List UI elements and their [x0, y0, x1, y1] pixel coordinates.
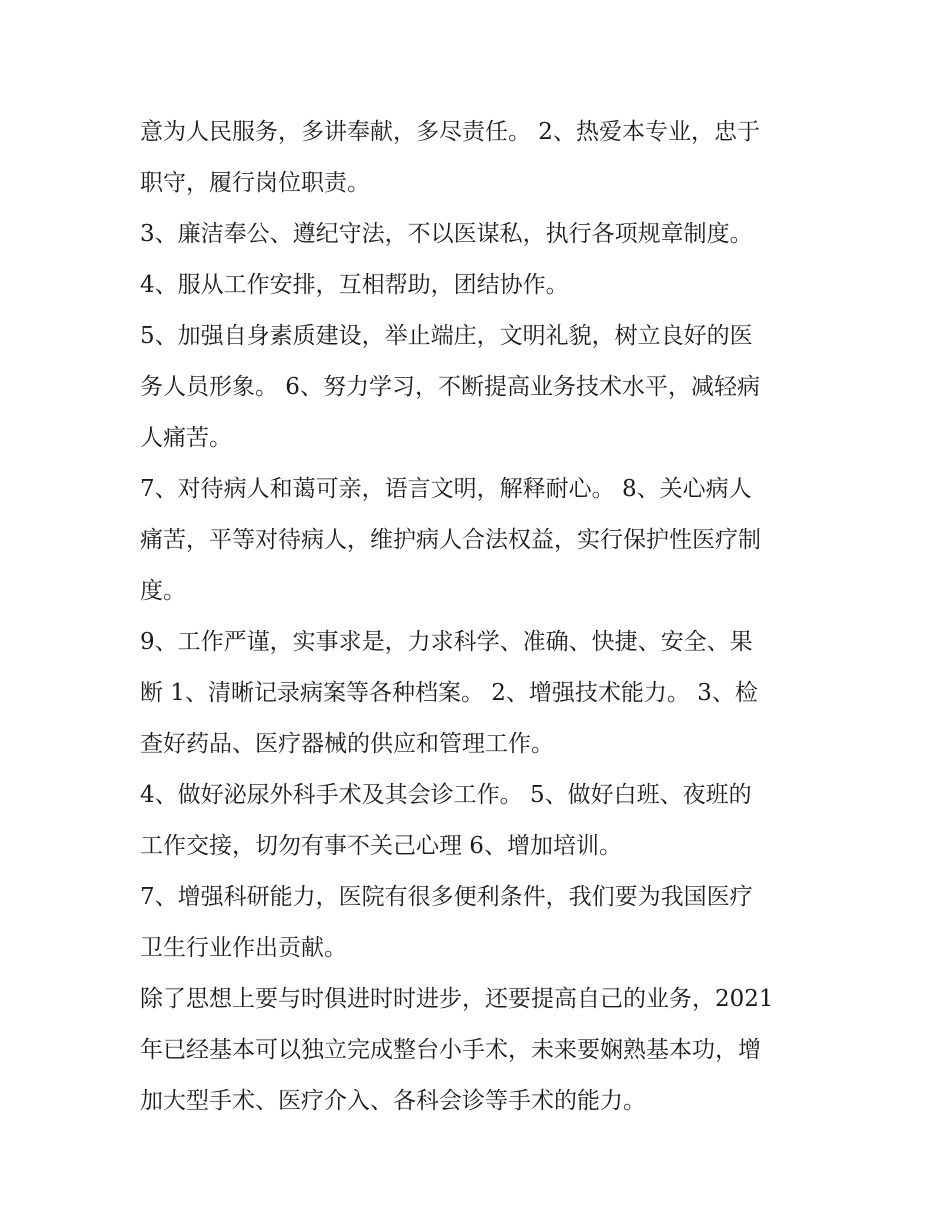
- text-line: 7、增强科研能力，医院有很多便利条件，我们要为我国医疗: [140, 884, 753, 910]
- text-line: 断 1、清晰记录病案等各种档案。 2、增强技术能力。 3、检: [140, 680, 758, 706]
- text-line: 职守，履行岗位职责。: [140, 170, 370, 196]
- text-line: 除了思想上要与时俱进时时进步，还要提高自己的业务，2021: [140, 986, 774, 1012]
- text-line: 3、廉洁奉公、遵纪守法，不以医谋私，执行各项规章制度。: [140, 221, 753, 247]
- text-line: 意为人民服务，多讲奉献，多尽责任。 2、热爱本专业，忠于: [140, 119, 760, 145]
- text-line: 查好药品、医疗器械的供应和管理工作。: [140, 731, 554, 757]
- text-line: 加大型手术、医疗介入、各科会诊等手术的能力。: [140, 1088, 646, 1114]
- text-line: 4、做好泌尿外科手术及其会诊工作。 5、做好白班、夜班的: [140, 782, 752, 808]
- text-line: 卫生行业作出贡献。: [140, 935, 347, 961]
- text-line: 痛苦，平等对待病人，维护病人合法权益，实行保护性医疗制: [140, 527, 761, 553]
- text-line: 7、对待病人和蔼可亲，语言文明，解释耐心。 8、关心病人: [140, 476, 752, 502]
- text-line: 工作交接，切勿有事不关己心理 6、增加培训。: [140, 833, 622, 859]
- text-line: 年已经基本可以独立完成整台小手术，未来要娴熟基本功，增: [140, 1037, 761, 1063]
- text-line: 9、工作严谨，实事求是，力求科学、准确、快捷、安全、果: [140, 629, 753, 655]
- text-line: 4、服从工作安排，互相帮助，团结协作。: [140, 272, 569, 298]
- text-line: 5、加强自身素质建设，举止端庄，文明礼貌，树立良好的医: [140, 323, 753, 349]
- document-body: [140, 107, 820, 1127]
- text-line: 务人员形象。 6、努力学习，不断提高业务技术水平，减轻病: [140, 374, 760, 400]
- text-line: 度。: [140, 578, 186, 604]
- text-line: 人痛苦。: [140, 425, 232, 451]
